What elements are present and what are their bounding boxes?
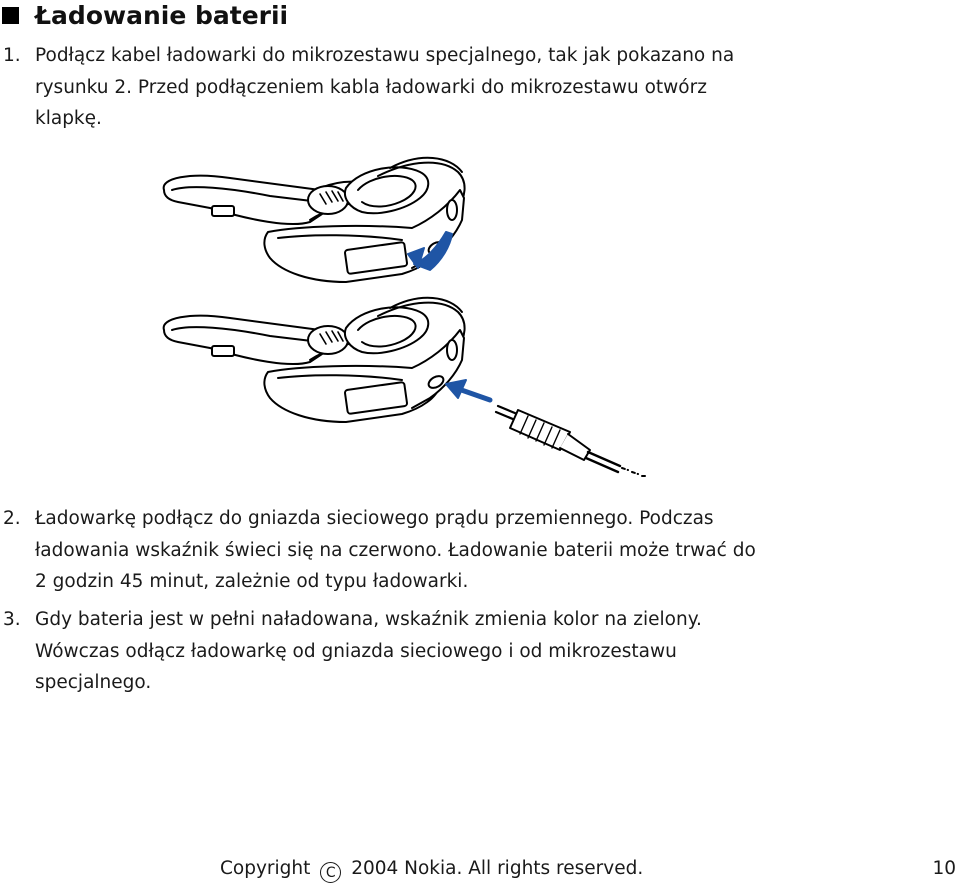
step-number: 3. xyxy=(3,609,21,630)
page-footer xyxy=(0,858,960,886)
step-line: klapkę. xyxy=(35,108,102,129)
step-line: Wówczas odłącz ładowarkę od gniazda sieciowego i od mikrozestawu xyxy=(35,640,677,662)
step-line: specjalnego. xyxy=(35,672,152,693)
copyright-symbol-icon: C xyxy=(320,862,341,883)
headset-open-flap-illustration xyxy=(164,158,465,282)
headset-charger-plug-illustration xyxy=(164,298,648,476)
step-text xyxy=(35,40,805,135)
page-number: 10 xyxy=(932,858,956,879)
step-text xyxy=(35,503,805,598)
step-line: Gdy bateria jest w pełni naładowana, wskaźnik zmienia kolor na zielony. xyxy=(35,609,702,630)
charging-illustration xyxy=(150,150,660,490)
step-line: 2 godzin 45 minut, zależnie od typu ładowarki. xyxy=(35,571,469,592)
heading-square-bullet-icon xyxy=(2,7,19,24)
step-line: rysunku 2. Przed podłączeniem kabla ładowarki do mikrozestawu otwórz xyxy=(35,76,707,98)
section-heading xyxy=(2,0,288,30)
step-number: 2. xyxy=(3,508,21,529)
step-number: 1. xyxy=(3,45,21,66)
step-line: Podłącz kabel ładowarki do mikrozestawu specjalnego, tak jak pokazano na xyxy=(35,45,735,66)
copyright-suffix: 2004 Nokia. All rights reserved. xyxy=(351,858,644,879)
copyright-prefix: Copyright xyxy=(220,858,311,879)
step-line: ładowania wskaźnik świeci się na czerwono. Ładowanie baterii może trwać do xyxy=(35,539,756,561)
step-text xyxy=(35,604,805,699)
step-line: Ładowarkę podłącz do gniazda sieciowego prądu przemiennego. Podczas xyxy=(35,508,714,529)
copyright-notice xyxy=(220,858,643,883)
section-title: Ładowanie baterii xyxy=(35,0,289,30)
